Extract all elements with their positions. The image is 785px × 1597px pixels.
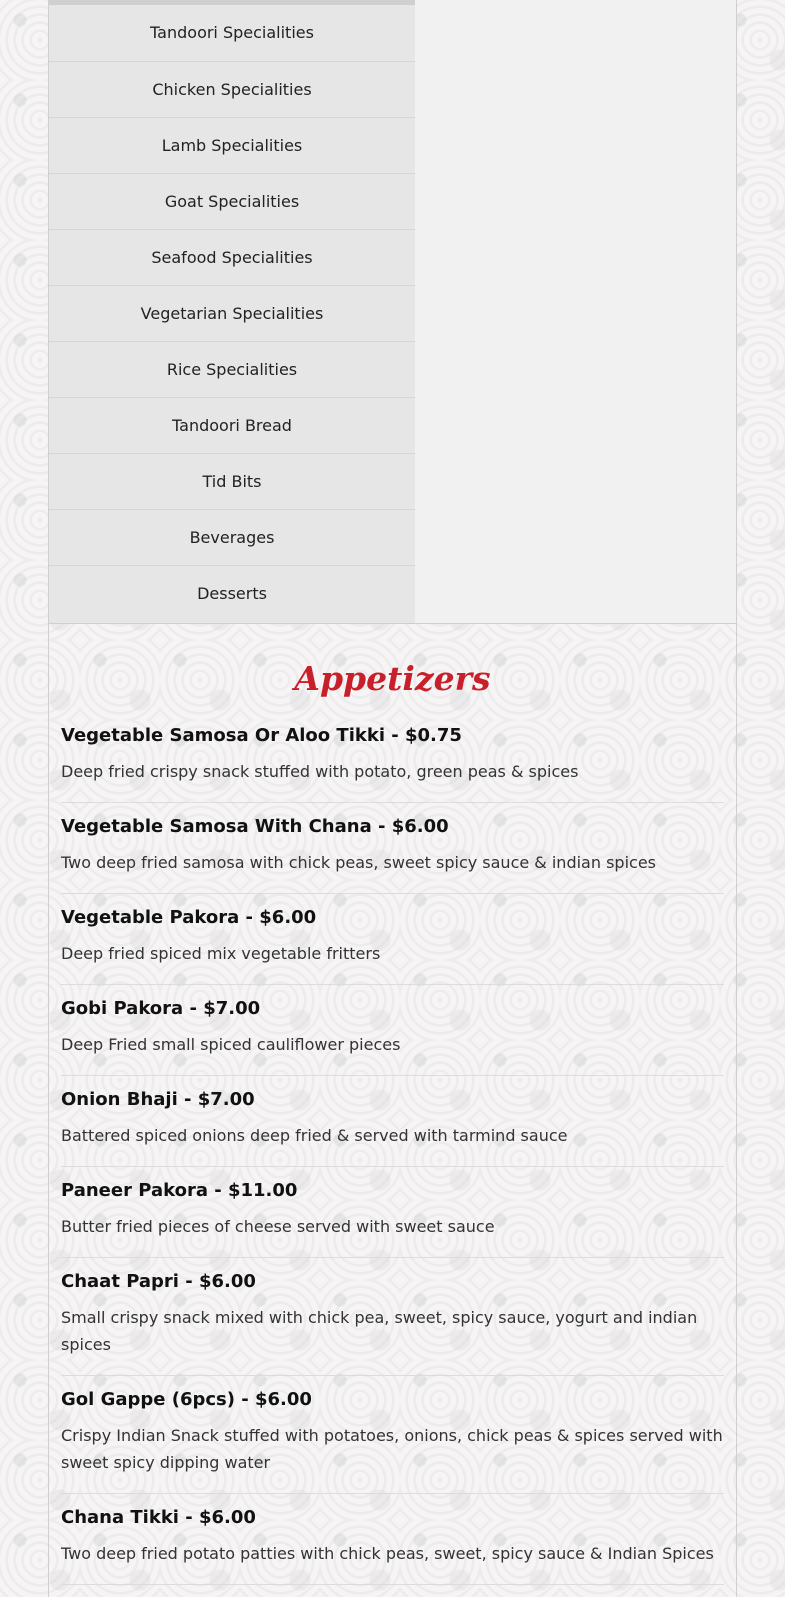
nav-item-lamb-specialities[interactable]: Lamb Specialities <box>49 118 415 174</box>
nav-item-tandoori-specialities[interactable]: Tandoori Specialities <box>49 5 415 62</box>
menu-item-name: Gobi Pakora - $7.00 <box>61 998 261 1019</box>
menu-item-name: Gol Gappe (6pcs) - $6.00 <box>61 1389 312 1410</box>
menu-item <box>61 1076 724 1167</box>
menu-item-description: Small crispy snack mixed with chick pea, sweet, spicy sauce, yogurt and indian spices <box>61 1308 698 1354</box>
nav-item-tid-bits[interactable]: Tid Bits <box>49 454 415 510</box>
menu-item-description: Two deep fried potato patties with chick peas, sweet, spicy sauce & Indian Spices <box>61 1544 714 1563</box>
menu-item-name: Chana Tikki - $6.00 <box>61 1507 256 1528</box>
nav-item-vegetarian-specialities[interactable]: Vegetarian Specialities <box>49 286 415 342</box>
main-container <box>48 0 737 1597</box>
menu-item <box>61 722 724 803</box>
menu-item-description: Crispy Indian Snack stuffed with potatoes, onions, chick peas & spices served with sweet spicy dipping water <box>61 1426 723 1472</box>
menu-item <box>61 803 724 894</box>
menu-item <box>61 1167 724 1258</box>
menu-item-description: Butter fried pieces of cheese served with sweet sauce <box>61 1217 495 1236</box>
menu-section <box>49 624 736 1585</box>
category-nav-area <box>49 0 736 624</box>
nav-item-beverages[interactable]: Beverages <box>49 510 415 566</box>
nav-item-seafood-specialities[interactable]: Seafood Specialities <box>49 230 415 286</box>
nav-item-chicken-specialities[interactable]: Chicken Specialities <box>49 62 415 118</box>
menu-item-name: Vegetable Samosa Or Aloo Tikki - $0.75 <box>61 725 462 746</box>
menu-item-name: Chaat Papri - $6.00 <box>61 1271 256 1292</box>
menu-item <box>61 1494 724 1585</box>
menu-item-name: Paneer Pakora - $11.00 <box>61 1180 298 1201</box>
nav-item-desserts[interactable]: Desserts <box>197 584 267 603</box>
menu-item-description: Deep fried crispy snack stuffed with potato, green peas & spices <box>61 762 579 781</box>
menu-item <box>61 1258 724 1376</box>
nav-item-goat-specialities[interactable]: Goat Specialities <box>49 174 415 230</box>
menu-item <box>61 1376 724 1494</box>
category-nav <box>49 0 415 623</box>
menu-item-description: Battered spiced onions deep fried & served with tarmind sauce <box>61 1126 568 1145</box>
menu-item-description: Two deep fried samosa with chick peas, sweet spicy sauce & indian spices <box>61 853 656 872</box>
menu-item-name: Onion Bhaji - $7.00 <box>61 1089 255 1110</box>
menu-item-name: Vegetable Pakora - $6.00 <box>61 907 317 928</box>
menu-item-description: Deep fried spiced mix vegetable fritters <box>61 944 381 963</box>
menu-item <box>61 894 724 985</box>
menu-item-description: Deep Fried small spiced cauliflower pieces <box>61 1035 401 1054</box>
nav-item-tandoori-bread[interactable]: Tandoori Bread <box>49 398 415 454</box>
nav-item-rice-specialities[interactable]: Rice Specialities <box>49 342 415 398</box>
menu-item <box>61 985 724 1076</box>
menu-item-name: Vegetable Samosa With Chana - $6.00 <box>61 816 449 837</box>
section-title: Appetizers <box>294 659 491 698</box>
